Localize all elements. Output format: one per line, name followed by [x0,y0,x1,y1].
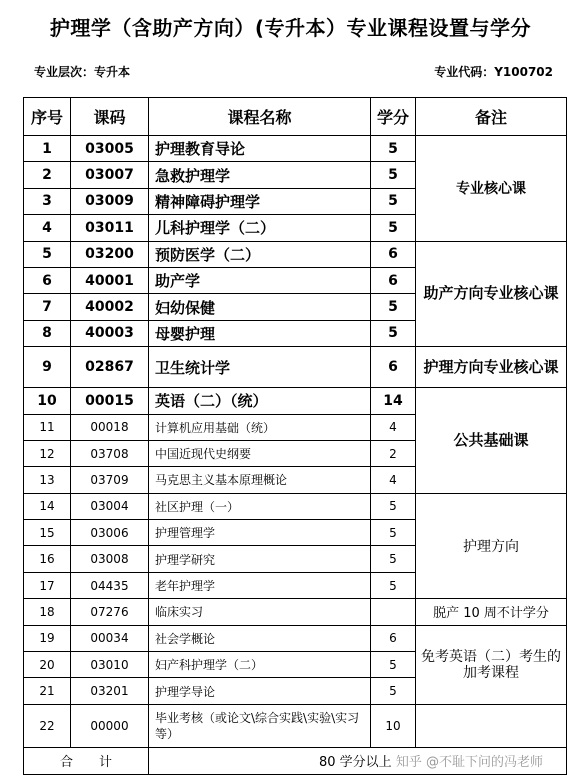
row-code: 07276 [71,599,149,625]
row-no: 22 [24,704,71,747]
row-no: 19 [24,625,71,651]
row-name: 护理学导论 [149,678,371,704]
row-no: 1 [24,136,71,162]
row-code: 03008 [71,546,149,572]
row-code: 03708 [71,440,149,466]
row-credit: 5 [371,652,416,678]
row-no: 5 [24,241,71,267]
note-core: 专业核心课 [416,136,567,242]
row-credit: 5 [371,188,416,214]
row-credit: 5 [371,215,416,241]
row-credit: 5 [371,678,416,704]
row-credit: 2 [371,440,416,466]
total-label: 合 计 [24,747,149,774]
row-credit: 5 [371,294,416,320]
total-cell [149,747,567,774]
row-name: 社区护理（一） [149,493,371,519]
note-nursing-dir: 护理方向 [416,493,567,599]
row-code: 00018 [71,414,149,440]
row-credit: 6 [371,267,416,293]
row-code: 03709 [71,467,149,493]
row-code: 03005 [71,136,149,162]
row-credit: 5 [371,162,416,188]
total-row [24,747,567,774]
row-name: 护理教育导论 [149,136,371,162]
row-code: 03006 [71,520,149,546]
row-name: 马克思主义基本原理概论 [149,467,371,493]
major-code: 专业代码：Y100702 [434,65,553,79]
note-clinical: 脱产 10 周不计学分 [416,599,567,625]
note-nursing-dir-core: 护理方向专业核心课 [416,347,567,388]
row-credit: 4 [371,467,416,493]
row-no: 9 [24,347,71,388]
row-no: 13 [24,467,71,493]
row-name: 英语（二）（统） [149,388,371,414]
row-note-empty [416,704,567,747]
row-no: 15 [24,520,71,546]
total-value: 80 学分以上 [319,755,392,771]
row-no: 10 [24,388,71,414]
row-name: 计算机应用基础（统） [149,414,371,440]
row-no: 14 [24,493,71,519]
row-name: 母婴护理 [149,320,371,346]
row-credit: 5 [371,136,416,162]
row-name: 中国近现代史纲要 [149,440,371,466]
row-credit: 6 [371,625,416,651]
row-credit: 5 [371,493,416,519]
table-row [24,241,567,267]
row-credit: 14 [371,388,416,414]
row-no: 6 [24,267,71,293]
header-no: 序号 [24,98,71,136]
row-code: 03200 [71,241,149,267]
row-no: 3 [24,188,71,214]
row-name: 毕业考核（或论文\综合实践\实验\实习等） [149,704,371,747]
row-no: 18 [24,599,71,625]
row-code: 40001 [71,267,149,293]
row-no: 7 [24,294,71,320]
row-code: 03009 [71,188,149,214]
note-public: 公共基础课 [416,388,567,494]
row-credit: 6 [371,241,416,267]
row-no: 12 [24,440,71,466]
course-table [23,97,567,775]
row-name: 精神障碍护理学 [149,188,371,214]
note-midwife: 助产方向专业核心课 [416,241,567,347]
table-row [24,493,567,519]
row-no: 4 [24,215,71,241]
header-name: 课程名称 [149,98,371,136]
row-no: 17 [24,572,71,598]
row-name: 妇产科护理学（二） [149,652,371,678]
row-code: 40002 [71,294,149,320]
row-name: 临床实习 [149,599,371,625]
row-code: 40003 [71,320,149,346]
row-no: 16 [24,546,71,572]
row-credit: 5 [371,520,416,546]
table-row [24,388,567,414]
row-no: 2 [24,162,71,188]
table-row [24,704,567,747]
row-name: 老年护理学 [149,572,371,598]
row-code: 00034 [71,625,149,651]
row-code: 03007 [71,162,149,188]
row-name: 儿科护理学（二） [149,215,371,241]
watermark-text: 知乎 @不耻下问的冯老师 [395,755,543,771]
row-name: 妇幼保健 [149,294,371,320]
row-code: 00015 [71,388,149,414]
row-credit: 10 [371,704,416,747]
row-credit: 5 [371,320,416,346]
row-code: 00000 [71,704,149,747]
row-name: 预防医学（二） [149,241,371,267]
row-code: 04435 [71,572,149,598]
note-extra: 免考英语（二）考生的加考课程 [416,625,567,704]
row-code: 02867 [71,347,149,388]
row-name: 急救护理学 [149,162,371,188]
header-credit: 学分 [371,98,416,136]
table-row [24,599,567,625]
table-row [24,136,567,162]
row-credit [371,599,416,625]
row-no: 11 [24,414,71,440]
header-code: 课码 [71,98,149,136]
row-credit: 5 [371,572,416,598]
row-credit: 5 [371,546,416,572]
row-code: 03004 [71,493,149,519]
row-no: 20 [24,652,71,678]
row-code: 03010 [71,652,149,678]
row-name: 护理学研究 [149,546,371,572]
row-name: 卫生统计学 [149,347,371,388]
row-no: 21 [24,678,71,704]
row-credit: 4 [371,414,416,440]
table-header-row [24,98,567,136]
row-code: 03201 [71,678,149,704]
row-no: 8 [24,320,71,346]
row-code: 03011 [71,215,149,241]
row-name: 社会学概论 [149,625,371,651]
major-level: 专业层次：专升本 [34,65,131,79]
row-name: 助产学 [149,267,371,293]
row-name: 护理管理学 [149,520,371,546]
header-note: 备注 [416,98,567,136]
table-row [24,347,567,388]
page-title: 护理学（含助产方向）(专升本）专业课程设置与学分 [49,16,532,40]
table-row [24,625,567,651]
row-credit: 6 [371,347,416,388]
